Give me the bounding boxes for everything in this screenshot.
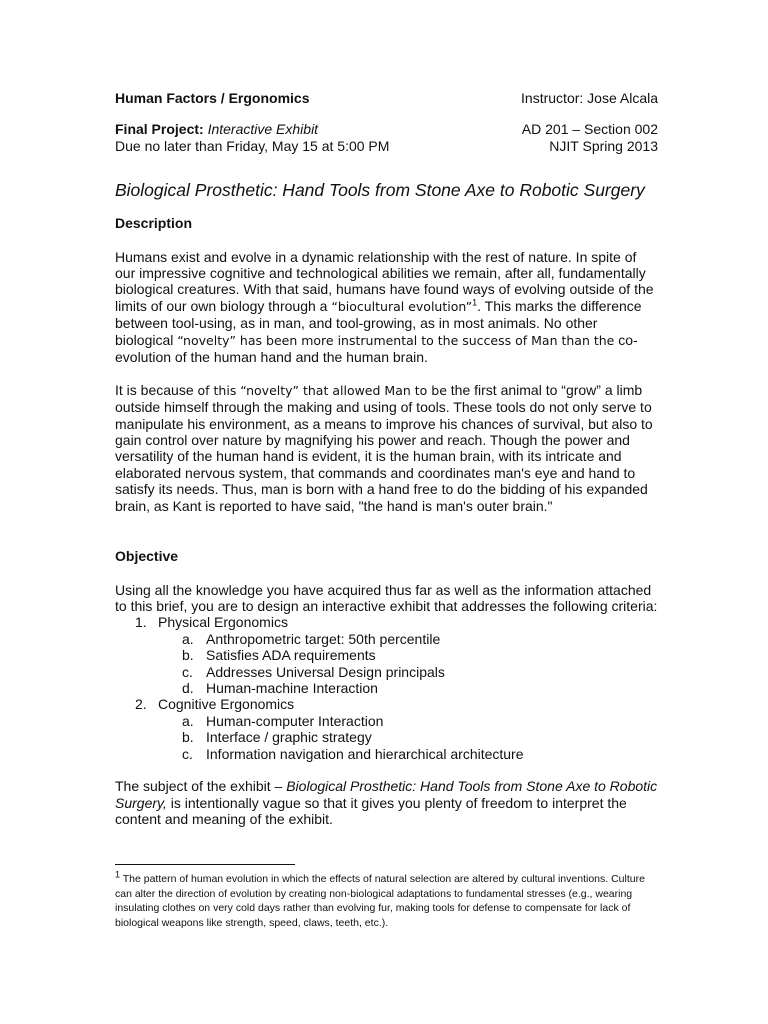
subitem-letter: a. bbox=[182, 712, 194, 729]
objective-intro: Using all the knowledge you have acquired thus far as well as the information attached to this brief, you are to design an interactive exhibit that addresses the following criteria: bbox=[115, 581, 658, 614]
criteria-label: Cognitive Ergonomics bbox=[158, 696, 295, 713]
p2-text-a: It is because bbox=[115, 381, 198, 398]
project-info bbox=[115, 121, 389, 154]
footnote-reference[interactable]: 1 bbox=[472, 297, 478, 308]
subitem-letter: c. bbox=[182, 663, 193, 680]
criteria-subitem bbox=[115, 746, 658, 762]
subject-text-b: is intentionally vague so that it gives you plenty of freedom to interpret the content and meaning of the exhibit. bbox=[115, 794, 627, 828]
document-title: Biological Prosthetic: Hand Tools from Stone Axe to Robotic Surgery bbox=[115, 180, 645, 201]
criteria-subitem bbox=[115, 664, 658, 680]
project-line bbox=[115, 121, 389, 137]
subitem-letter: d. bbox=[182, 679, 194, 696]
course-info bbox=[522, 121, 658, 154]
subitem-letter: b. bbox=[182, 729, 194, 746]
p2-quote: of this “novelty” that allowed Man to be bbox=[197, 382, 447, 398]
criteria-subitem bbox=[115, 647, 658, 663]
subitem-text: Information navigation and hierarchical architecture bbox=[206, 745, 524, 762]
criteria-list bbox=[115, 614, 658, 762]
footnote bbox=[115, 869, 660, 930]
p1-text-c: co-evolution of the human hand and the human brain. bbox=[115, 331, 638, 366]
course-title: Human Factors / Ergonomics bbox=[115, 90, 310, 106]
criteria-subitem bbox=[115, 713, 658, 729]
subject-text-a: The subject of the exhibit – bbox=[115, 778, 287, 795]
p1-text-a: Humans exist and evolve in a dynamic relationship with the rest of nature. In spite of our impressive cognitive and technological abilities we remain, after all, fundamentally biological creatures. With that said, humans have found ways of evolving outside of the limits of our own biology through a bbox=[115, 248, 654, 314]
header-course-row bbox=[115, 90, 658, 106]
project-label: Final Project: bbox=[115, 121, 204, 138]
subitem-letter: a. bbox=[182, 630, 194, 647]
criteria-label: Physical Ergonomics bbox=[158, 614, 288, 631]
criteria-item bbox=[115, 614, 658, 630]
p2-text-b: the first animal to “grow” a limb outside himself through the making and using of tools. These tools do not only serve to manipulate his environment, as a means to improve his chances of survival, but also to gain control over nature by magnifying his power and reach. Though the power and versatility of the human hand is evident, it is the human brain, with its intricate and elaborated nervous system, that commands and coordinates man's eye and hand to satisfy its needs. Thus, man is born with a hand free to do the bidding of his expanded brain, as Kant is reported to have said, "the hand is man's outer brain." bbox=[115, 381, 653, 514]
criteria-subitem bbox=[115, 729, 658, 745]
subitem-text: Satisfies ADA requirements bbox=[206, 647, 376, 664]
p1-quote: “biocultural evolution” bbox=[331, 298, 473, 314]
header-project-row bbox=[115, 121, 658, 154]
subject-title: Biological Prosthetic: Hand Tools from Stone Axe to Robotic Surgery, bbox=[115, 778, 658, 811]
p1-quote-2: “novelty” has been more instrumental to the success of Man than the bbox=[177, 332, 615, 348]
subitem-letter: c. bbox=[182, 745, 193, 762]
subitem-text: Addresses Universal Design principals bbox=[206, 663, 445, 680]
criteria-number: 2. bbox=[135, 696, 147, 713]
description-paragraph-1 bbox=[115, 249, 658, 366]
footnote-divider bbox=[115, 864, 295, 865]
description-paragraph-2 bbox=[115, 382, 658, 514]
due-date: Due no later than Friday, May 15 at 5:00 PM bbox=[115, 137, 390, 154]
instructor-name: Instructor: Jose Alcala bbox=[521, 90, 658, 106]
footnote-marker: 1 bbox=[115, 869, 121, 880]
subitem-letter: b. bbox=[182, 647, 194, 664]
document-page bbox=[115, 90, 658, 844]
subject-paragraph bbox=[115, 778, 658, 827]
criteria-subitem bbox=[115, 631, 658, 647]
course-term: NJIT Spring 2013 bbox=[549, 137, 658, 154]
criteria-subitem bbox=[115, 680, 658, 696]
p1-text-b: . This marks the difference between tool-using, as in man, and tool-growing, as in most animals. No other biological bbox=[115, 297, 642, 348]
subitem-text: Anthropometric target: 50th percentile bbox=[206, 630, 441, 647]
footnote-text: The pattern of human evolution in which the effects of natural selection are altered by cultural inventions. Culture can alter the direction of evolution by creating non-biological adaptations to fundamental stresses (e.g., wearing insulating clothes on very cold days rather than evolving fur, making tools for defense to compensate for lack of biological weapons like strength, speed, claws, teeth, etc.). bbox=[115, 873, 645, 929]
course-section: AD 201 – Section 002 bbox=[521, 121, 658, 138]
objective-heading: Objective bbox=[115, 548, 179, 565]
criteria-number: 1. bbox=[135, 614, 147, 631]
subitem-text: Interface / graphic strategy bbox=[206, 729, 372, 746]
subitem-text: Human-computer Interaction bbox=[206, 712, 384, 729]
project-type: Interactive Exhibit bbox=[207, 121, 319, 138]
criteria-item bbox=[115, 696, 658, 712]
subitem-text: Human-machine Interaction bbox=[206, 679, 378, 696]
description-heading: Description bbox=[115, 215, 193, 232]
